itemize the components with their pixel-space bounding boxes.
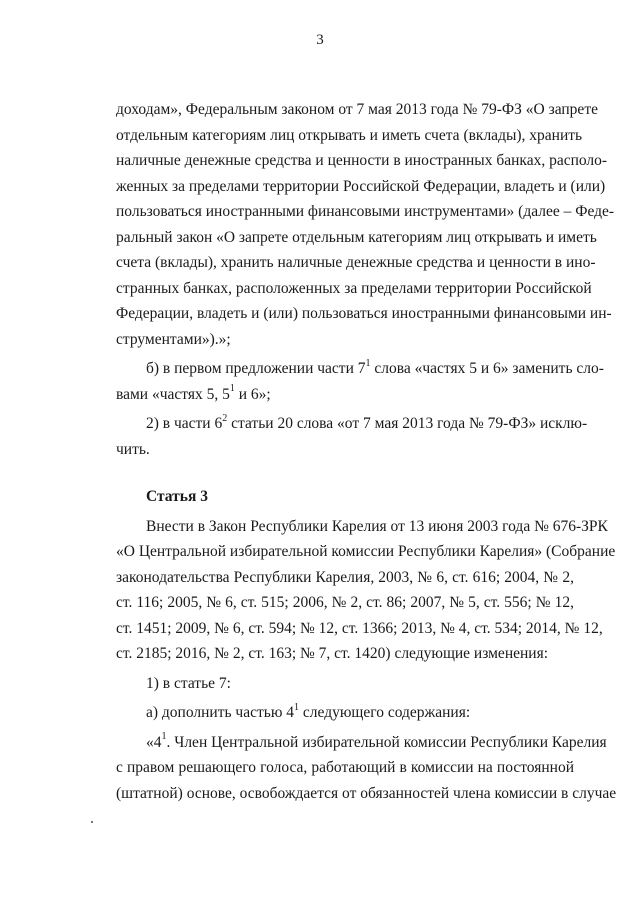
text-line: женных за пределами территории Российской Федерации, владеть и (или) bbox=[116, 177, 606, 195]
article-heading: Статья 3 bbox=[146, 488, 208, 505]
list-item-a: а) дополнить частью $4^1$ следующего содержания: bbox=[146, 701, 471, 721]
text-line: «$4^1$. Член Центральной избирательной комиссии Республики Карелия bbox=[146, 731, 607, 751]
text-line: странных банках, расположенных за пределами территории Российской bbox=[116, 279, 592, 297]
document-body bbox=[116, 97, 617, 806]
text-line: 2) в части $6^2$ статьи 20 слова «от 7 мая 2013 года № 79-ФЗ» исклю- bbox=[146, 412, 588, 432]
text-line: ст. 116; 2005, № 6, ст. 515; 2006, № 2, ст. 86; 2007, № 5, ст. 556; № 12, bbox=[116, 594, 574, 611]
text-line: пользоваться иностранными финансовыми инструментами» (далее – Феде- bbox=[116, 203, 615, 220]
text-line: Федерации, владеть и (или) пользоваться иностранными финансовыми ин- bbox=[116, 305, 612, 322]
text-line: ст. 2185; 2016, № 2, ст. 163; № 7, ст. 1420) следующие изменения: bbox=[116, 645, 549, 662]
text-line: струментами»).»; bbox=[116, 330, 231, 348]
text-line: счета (вклады), хранить наличные денежные средства и ценности в ино- bbox=[116, 254, 596, 271]
scan-speck bbox=[91, 821, 93, 823]
list-item-1: 1) в статье 7: bbox=[146, 674, 231, 692]
text-line: б) в первом предложении части $7^1$ слова «частях 5 и 6» заменить сло- bbox=[146, 357, 604, 377]
text-line: вами «частях 5, $5^1$ и 6»; bbox=[116, 383, 271, 403]
text-line: «О Центральной избирательной комиссии Республики Карелия» (Собрание bbox=[116, 543, 616, 560]
text-line: законодательства Республики Карелия, 2003, № 6, ст. 616; 2004, № 2, bbox=[116, 568, 574, 586]
paragraph-continuation bbox=[116, 97, 615, 352]
text-line: с правом решающего голоса, работающий в комиссии на постоянной bbox=[116, 759, 574, 776]
text-line: чить. bbox=[116, 440, 150, 458]
text-line: ст. 1451; 2009, № 6, ст. 594; № 12, ст. 1366; 2013, № 4, ст. 534; 2014, № 12, bbox=[116, 619, 603, 637]
text-line: Внести в Закон Республики Карелия от 13 июня 2003 года № 676-ЗРК bbox=[146, 517, 608, 535]
text-line: (штатной) основе, освобождается от обязанностей члена комиссии в случае bbox=[116, 784, 617, 802]
paragraph-4-1 bbox=[116, 730, 617, 807]
text-line: ральный закон «О запрете отдельным категориям лиц открывать и иметь bbox=[116, 228, 597, 246]
paragraph-article-3 bbox=[116, 514, 616, 667]
text-line: наличные денежные средства и ценности в иностранных банках, располо- bbox=[116, 152, 608, 169]
text-line: отдельным категориям лиц открывать и иметь счета (вклады), хранить bbox=[116, 126, 583, 144]
text-line: доходам», Федеральным законом от 7 мая 2013 года № 79-ФЗ «О запрете bbox=[116, 101, 598, 118]
page-number: 3 bbox=[316, 32, 324, 48]
paragraph-b bbox=[116, 356, 604, 407]
paragraph-2 bbox=[116, 411, 588, 462]
